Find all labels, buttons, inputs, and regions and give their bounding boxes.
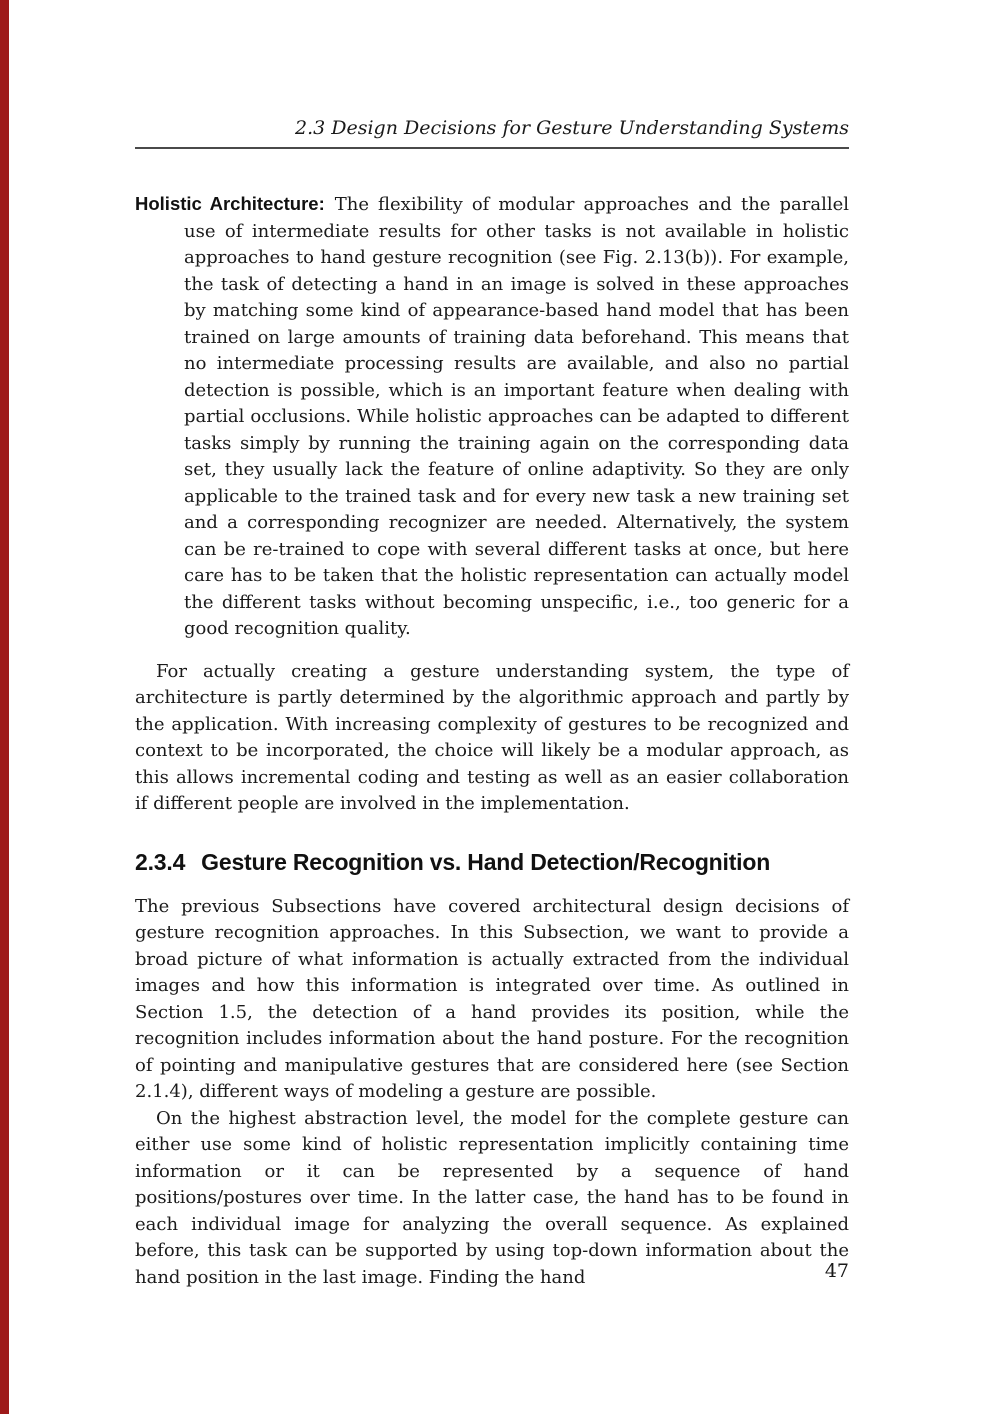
left-edge-accent-bar [0, 0, 9, 1414]
running-header: 2.3 Design Decisions for Gesture Understanding Systems [135, 112, 849, 149]
paragraph-abstraction-level: On the highest abstraction level, the model for the complete gesture can either use some kind of holistic representation implicitly containing time information or it can be represented by a sequence of hand positions/postures over time. In the latter case, the hand has to be found in each individual image for analyzing the overall sequence. As explained before, this task can be supported by using top-down information about the hand position in the last image. Finding the hand [135, 1107, 849, 1288]
paragraph-architecture-choice: For actually creating a gesture understanding system, the type of architecture is partly determined by the algorithmic approach and partly by the application. With increasing complexity of gestures to be recognized and context to be incorporated, the choice will likely be a modular approach, as this allows incremental coding and testing as well as an easier collaboration if different people are involved in the implementation. [135, 660, 849, 814]
holistic-architecture-text: The flexibility of modular approaches and the parallel use of intermediate results for other tasks is not available in holistic approaches to hand gesture recognition (see Fig. 2.13(b)). For example, the task of detecting a hand in an image is solved in these approaches by matching some kind of appearance-based hand model that has been trained on large amounts of training data beforehand. This means that no intermediate processing results are available, and also no partial detection is possible, which is an important feature when dealing with partial occlusions. While holistic approaches can be adapted to different tasks simply by running the training again on the corresponding data set, they usually lack the feature of online adaptivity. So they are only applicable to the trained task and for every new task a new training set and a corresponding recognizer are needed. Alternatively, the system can be re-trained to cope with several different tasks at once, but here care has to be taken that the holistic representation can actually model the different tasks without becoming unspecific, i.e., too generic for a good recognition quality. [184, 194, 849, 639]
section-heading-title: Gesture Recognition vs. Hand Detection/Recognition [201, 848, 771, 875]
paragraph-subsection-overview: The previous Subsections have covered architectural design decisions of gesture recognition approaches. In this Subsection, we want to provide a broad picture of what information is actually extracted from the individual images and how this information is integrated over time. As outlined in Section 1.5, the detection of a hand provides its position, while the recognition includes information about the hand posture. For the recognition of pointing and manipulative gestures that are considered here (see Section 2.1.4), different ways of modeling a gesture are possible. [135, 895, 849, 1102]
page-number: 47 [824, 1260, 849, 1282]
holistic-architecture-item [135, 191, 849, 643]
section-heading [135, 848, 849, 876]
text-block [135, 112, 849, 1291]
holistic-architecture-label: Holistic Architecture: [135, 193, 325, 214]
section-heading-number: 2.3.4 [135, 848, 186, 875]
